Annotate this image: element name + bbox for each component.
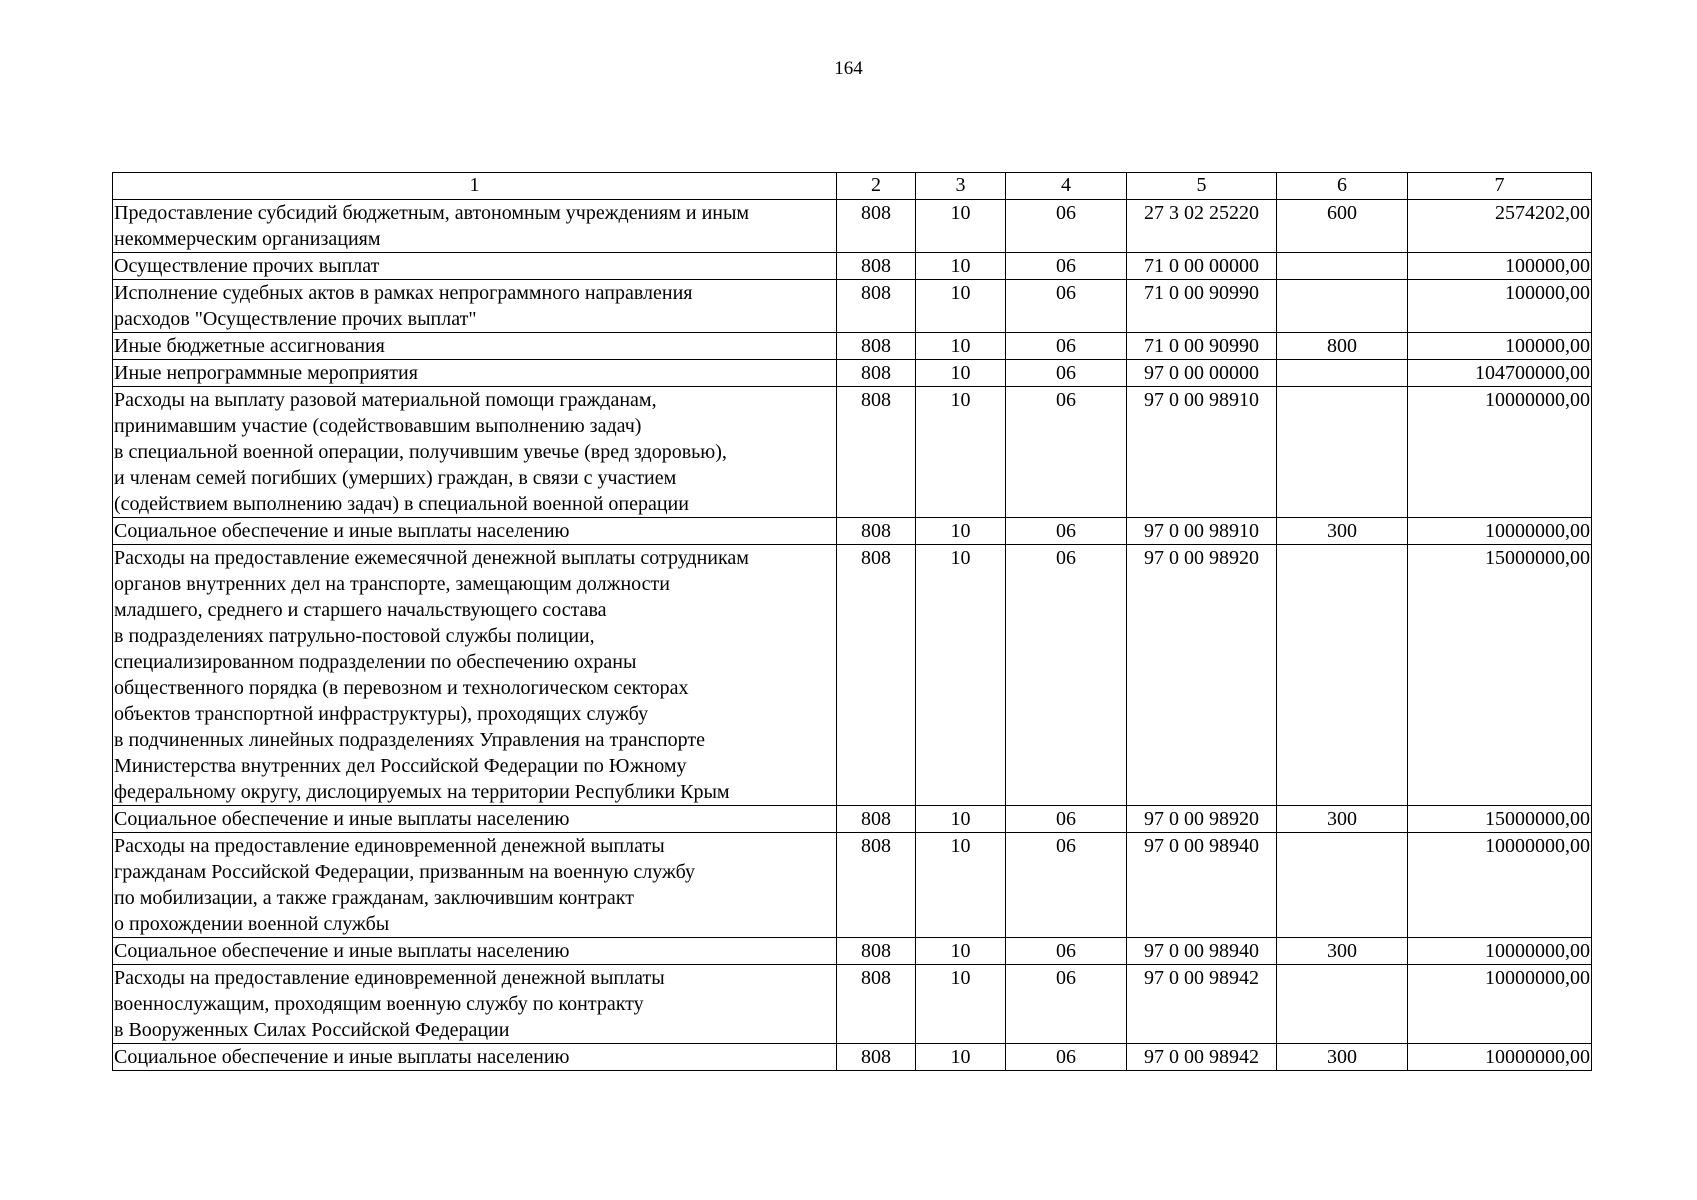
target-article-cell: 97 0 00 98920 bbox=[1127, 806, 1277, 833]
expense-name-cell: Расходы на предоставление ежемесячной денежной выплаты сотрудникам органов внутренних дел на транспорте, замещающим должности младшего, среднего и старшего начальствующего состава в подразделениях патрульно-постовой службы полиции, специализированном подразделении по обеспечению охраны общественного порядка (в перевозном и технологическом секторах объектов транспортной инфраструктуры), проходящих службу в подчиненных линейных подразделениях Управления на транспорте Министерства внутренних дел Российской Федерации по Южному федеральному округу, дислоцируемых на территории Республики Крым bbox=[113, 545, 837, 806]
table-row bbox=[113, 833, 1592, 938]
target-article-cell: 27 3 02 25220 bbox=[1127, 200, 1277, 253]
amount-cell: 10000000,00 bbox=[1408, 518, 1592, 545]
amount-cell: 100000,00 bbox=[1408, 280, 1592, 333]
target-article-cell: 97 0 00 98942 bbox=[1127, 965, 1277, 1044]
header-col-3: 3 bbox=[916, 173, 1006, 200]
target-article-cell: 97 0 00 98940 bbox=[1127, 938, 1277, 965]
target-article-cell: 97 0 00 98920 bbox=[1127, 545, 1277, 806]
subsection-code-cell: 06 bbox=[1006, 333, 1127, 360]
ministry-code-cell: 808 bbox=[837, 333, 916, 360]
expense-name-cell: Осуществление прочих выплат bbox=[113, 253, 837, 280]
expense-name-cell: Предоставление субсидий бюджетным, автономным учреждениям и иным некоммерческим организациям bbox=[113, 200, 837, 253]
subsection-code-cell: 06 bbox=[1006, 360, 1127, 387]
target-article-cell: 97 0 00 98940 bbox=[1127, 833, 1277, 938]
ministry-code-cell: 808 bbox=[837, 518, 916, 545]
amount-cell: 104700000,00 bbox=[1408, 360, 1592, 387]
expense-type-cell bbox=[1277, 387, 1408, 518]
expense-name-cell: Исполнение судебных актов в рамках непрограммного направления расходов "Осуществление прочих выплат" bbox=[113, 280, 837, 333]
amount-cell: 10000000,00 bbox=[1408, 938, 1592, 965]
expense-name-cell: Расходы на выплату разовой материальной помощи гражданам, принимавшим участие (содействовавшим выполнению задач) в специальной военной операции, получившим увечье (вред здоровью), и членам семей погибших (умерших) граждан, в связи с участием (содействием выполнению задач) в специальной военной операции bbox=[113, 387, 837, 518]
section-code-cell: 10 bbox=[916, 938, 1006, 965]
section-code-cell: 10 bbox=[916, 253, 1006, 280]
amount-cell: 10000000,00 bbox=[1408, 1044, 1592, 1071]
amount-cell: 10000000,00 bbox=[1408, 387, 1592, 518]
ministry-code-cell: 808 bbox=[837, 1044, 916, 1071]
header-col-1: 1 bbox=[113, 173, 837, 200]
table-row bbox=[113, 965, 1592, 1044]
table-row bbox=[113, 806, 1592, 833]
section-code-cell: 10 bbox=[916, 1044, 1006, 1071]
section-code-cell: 10 bbox=[916, 965, 1006, 1044]
expense-name-cell: Расходы на предоставление единовременной денежной выплаты гражданам Российской Федерации, призванным на военную службу по мобилизации, а также гражданам, заключившим контракт о прохождении военной службы bbox=[113, 833, 837, 938]
amount-cell: 15000000,00 bbox=[1408, 806, 1592, 833]
table-row bbox=[113, 545, 1592, 806]
subsection-code-cell: 06 bbox=[1006, 200, 1127, 253]
expense-type-cell: 300 bbox=[1277, 806, 1408, 833]
section-code-cell: 10 bbox=[916, 333, 1006, 360]
expense-name-cell: Иные непрограммные мероприятия bbox=[113, 360, 837, 387]
table-row bbox=[113, 518, 1592, 545]
subsection-code-cell: 06 bbox=[1006, 253, 1127, 280]
target-article-cell: 97 0 00 98910 bbox=[1127, 518, 1277, 545]
target-article-cell: 97 0 00 98910 bbox=[1127, 387, 1277, 518]
section-code-cell: 10 bbox=[916, 518, 1006, 545]
expense-type-cell bbox=[1277, 965, 1408, 1044]
ministry-code-cell: 808 bbox=[837, 387, 916, 518]
subsection-code-cell: 06 bbox=[1006, 280, 1127, 333]
amount-cell: 15000000,00 bbox=[1408, 545, 1592, 806]
table-row bbox=[113, 200, 1592, 253]
target-article-cell: 97 0 00 98942 bbox=[1127, 1044, 1277, 1071]
amount-cell: 100000,00 bbox=[1408, 333, 1592, 360]
expense-type-cell bbox=[1277, 253, 1408, 280]
target-article-cell: 71 0 00 00000 bbox=[1127, 253, 1277, 280]
budget-table bbox=[112, 172, 1592, 1071]
page-number: 164 bbox=[834, 58, 863, 79]
section-code-cell: 10 bbox=[916, 806, 1006, 833]
header-col-7: 7 bbox=[1408, 173, 1592, 200]
expense-name-cell: Социальное обеспечение и иные выплаты населению bbox=[113, 518, 837, 545]
subsection-code-cell: 06 bbox=[1006, 938, 1127, 965]
header-col-2: 2 bbox=[837, 173, 916, 200]
subsection-code-cell: 06 bbox=[1006, 1044, 1127, 1071]
amount-cell: 10000000,00 bbox=[1408, 833, 1592, 938]
expense-name-cell: Иные бюджетные ассигнования bbox=[113, 333, 837, 360]
ministry-code-cell: 808 bbox=[837, 833, 916, 938]
expense-type-cell bbox=[1277, 360, 1408, 387]
section-code-cell: 10 bbox=[916, 280, 1006, 333]
ministry-code-cell: 808 bbox=[837, 253, 916, 280]
target-article-cell: 71 0 00 90990 bbox=[1127, 333, 1277, 360]
header-row bbox=[113, 173, 1592, 200]
target-article-cell: 71 0 00 90990 bbox=[1127, 280, 1277, 333]
subsection-code-cell: 06 bbox=[1006, 965, 1127, 1044]
expense-type-cell: 600 bbox=[1277, 200, 1408, 253]
section-code-cell: 10 bbox=[916, 360, 1006, 387]
expense-type-cell bbox=[1277, 280, 1408, 333]
ministry-code-cell: 808 bbox=[837, 965, 916, 1044]
expense-type-cell: 300 bbox=[1277, 518, 1408, 545]
table-row bbox=[113, 333, 1592, 360]
amount-cell: 2574202,00 bbox=[1408, 200, 1592, 253]
header-col-6: 6 bbox=[1277, 173, 1408, 200]
subsection-code-cell: 06 bbox=[1006, 833, 1127, 938]
header-col-4: 4 bbox=[1006, 173, 1127, 200]
expense-type-cell: 800 bbox=[1277, 333, 1408, 360]
table-row bbox=[113, 387, 1592, 518]
expense-name-cell: Социальное обеспечение и иные выплаты населению bbox=[113, 1044, 837, 1071]
subsection-code-cell: 06 bbox=[1006, 545, 1127, 806]
expense-name-cell: Социальное обеспечение и иные выплаты населению bbox=[113, 938, 837, 965]
amount-cell: 10000000,00 bbox=[1408, 965, 1592, 1044]
ministry-code-cell: 808 bbox=[837, 360, 916, 387]
expense-name-cell: Расходы на предоставление единовременной денежной выплаты военнослужащим, проходящим военную службу по контракту в Вооруженных Силах Российской Федерации bbox=[113, 965, 837, 1044]
ministry-code-cell: 808 bbox=[837, 200, 916, 253]
ministry-code-cell: 808 bbox=[837, 545, 916, 806]
subsection-code-cell: 06 bbox=[1006, 387, 1127, 518]
amount-cell: 100000,00 bbox=[1408, 253, 1592, 280]
section-code-cell: 10 bbox=[916, 833, 1006, 938]
target-article-cell: 97 0 00 00000 bbox=[1127, 360, 1277, 387]
table-row bbox=[113, 1044, 1592, 1071]
expense-type-cell: 300 bbox=[1277, 1044, 1408, 1071]
expense-type-cell bbox=[1277, 545, 1408, 806]
table-row bbox=[113, 280, 1592, 333]
section-code-cell: 10 bbox=[916, 545, 1006, 806]
table-row bbox=[113, 360, 1592, 387]
subsection-code-cell: 06 bbox=[1006, 518, 1127, 545]
table-row bbox=[113, 253, 1592, 280]
table-row bbox=[113, 938, 1592, 965]
expense-type-cell bbox=[1277, 833, 1408, 938]
header-col-5: 5 bbox=[1127, 173, 1277, 200]
expense-type-cell: 300 bbox=[1277, 938, 1408, 965]
subsection-code-cell: 06 bbox=[1006, 806, 1127, 833]
ministry-code-cell: 808 bbox=[837, 280, 916, 333]
section-code-cell: 10 bbox=[916, 387, 1006, 518]
ministry-code-cell: 808 bbox=[837, 938, 916, 965]
section-code-cell: 10 bbox=[916, 200, 1006, 253]
expense-name-cell: Социальное обеспечение и иные выплаты населению bbox=[113, 806, 837, 833]
ministry-code-cell: 808 bbox=[837, 806, 916, 833]
